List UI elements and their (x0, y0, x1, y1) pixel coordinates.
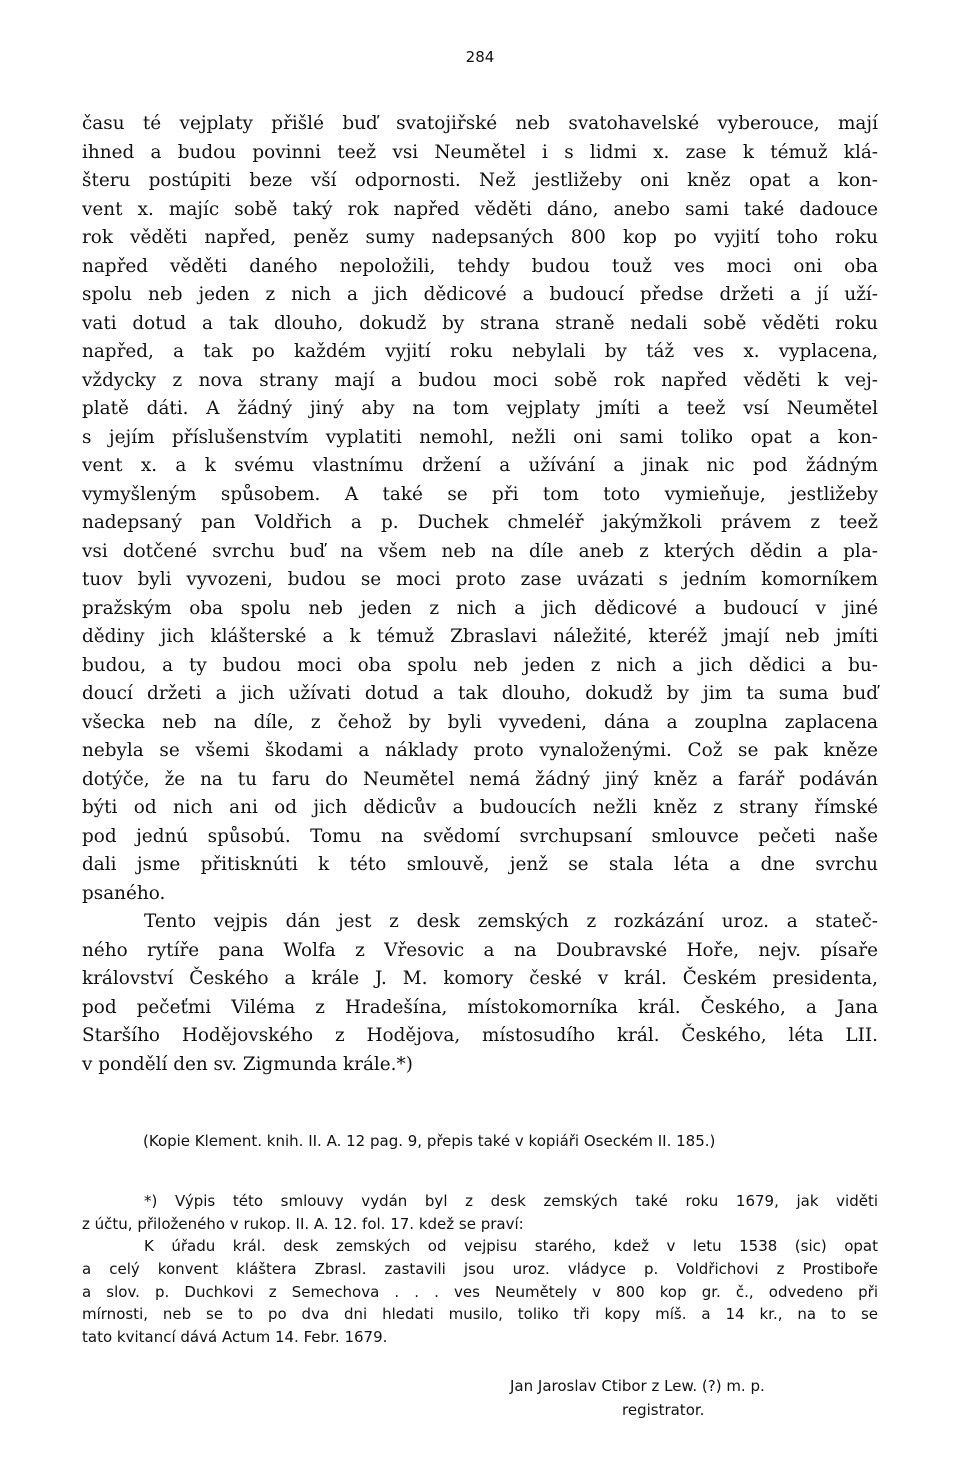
text-line: napřed věděti daného nepoložili, tehdy budou touž ves moci oni oba (82, 255, 878, 277)
text-line: vent x. a k svému vlastnímu držení a užívání a jinak nic pod žádným (82, 455, 878, 476)
signature-title: registrator. (622, 1401, 705, 1419)
footnote-line: z účtu, přiloženého v rukop. II. A. 12. fol. 17. kdež se praví: (82, 1214, 524, 1233)
page-number: 284 (465, 48, 495, 66)
text-line: nebyla se všemi škodami a náklady proto vynaloženými. Což se pak kněze (82, 740, 878, 761)
text-line: dědiny jich klášterské a k témuž Zbraslavi náležité, kteréž jmají neb jmíti (82, 626, 878, 647)
signature-name: Jan Jaroslav Ctibor z Lew. (?) m. p. (510, 1377, 765, 1395)
paragraph-start-line: Tento vejpis dán jest z desk zemských z rozkázání uroz. a stateč- (144, 911, 878, 932)
text-line: pražským oba spolu neb jeden z nich a jich dědicové a budoucí v jiné (82, 597, 878, 619)
text-line: spolu neb jeden z nich a jich dědicové a budoucí předse držeti a jí uží- (82, 284, 878, 305)
text-line: tuov byli vyvozeni, budou se moci proto zase uvázati s jedním komorníkem (82, 569, 878, 590)
text-line: psaného. (82, 882, 166, 904)
footnote-line: tato kvitancí dává Actum 14. Febr. 1679. (82, 1328, 388, 1347)
text-line: šteru postúpiti beze vší odpornosti. Než jestližeby oni kněz opat a kon- (82, 170, 878, 191)
text-line: dali jsme přitisknúti k této smlouvě, jenž se stala léta a dne svrchu (82, 854, 878, 875)
text-line: budou, a ty budou moci oba spolu neb jeden z nich a jich dědici a bu- (82, 654, 878, 676)
main-text (82, 110, 878, 1079)
footnote (82, 1190, 878, 1349)
text-line: Staršího Hodějovského z Hodějova, místosudího král. Českého, léta LII. (82, 1025, 878, 1046)
text-line: doucí držeti a jich užívati dotud a tak dlouho, dokudž by jim ta suma buď (82, 683, 878, 704)
source-note: (Kopie Klement. knih. II. A. 12 pag. 9, přepis také v kopiáři Oseckém II. 185.) (143, 1132, 716, 1150)
text-line: všecka neb na díle, z čehož by byli vyvedeni, dána a zouplna zaplacena (82, 711, 878, 733)
text-line: dotýče, že na tu faru do Neumětel nemá žádný jiný kněz a farář podáván (82, 768, 878, 790)
text-line: vždycky z nova strany mají a budou moci sobě rok napřed věděti k vej- (82, 369, 878, 391)
text-line: rok věděti napřed, peněz sumy nadepsaných 800 kop po vyjití toho roku (82, 227, 878, 248)
footnote-line: mírnosti, neb se to po dva dni hledati musilo, toliko tři kopy míš. a 14 kr., na to se (82, 1305, 878, 1324)
text-line: času té vejplaty přišlé buď svatojiřské neb svatohavelské vyberouce, mají (82, 113, 878, 134)
text-line: v pondělí den sv. Zigmunda krále.*) (82, 1053, 413, 1075)
text-line: vsi dotčené svrchu buď na všem neb na díle aneb z kterých dědin a pla- (82, 540, 878, 562)
footnote-line: K úřadu král. desk zemských od vejpisu starého, kdež v letu 1538 (sic) opat (144, 1237, 878, 1256)
text-line: vymyšleným spůsobem. A také se při tom toto vymieňuje, jestližeby (82, 483, 878, 505)
text-line: býti od nich ani od jich dědicův a budoucích nežli kněz z strany římské (82, 797, 878, 818)
footnote-line: a celý konvent kláštera Zbrasl. zastavili jsou uroz. vládyce p. Voldřichovi z Prostiboře (82, 1260, 878, 1279)
text-line: ného rytíře pana Wolfa z Vřesovic a na Doubravské Hoře, nejv. písaře (82, 939, 878, 961)
text-line: vati dotud a tak dlouho, dokudž by strana straně nedali sobě věděti roku (82, 312, 878, 334)
text-line: s jejím příslušenstvím vyplatiti nemohl, nežli oni sami toliko opat a kon- (82, 426, 878, 448)
signature-block (510, 1374, 870, 1422)
text-line: vent x. majíc sobě taký rok napřed věděti dáno, anebo sami také dadouce (82, 198, 878, 220)
text-line: království Českého a krále J. M. komory české v král. Českém presidenta, (82, 968, 878, 989)
text-line: napřed, a tak po každém vyjití roku nebylali by táž ves x. vyplacena, (82, 341, 878, 362)
text-line: ihned a budou povinni teež vsi Neumětel i s lidmi x. zase k témuž klá- (82, 141, 878, 163)
text-line: platě dáti. A žádný jiný aby na tom vejplaty jmíti a teež vsí Neumětel (82, 398, 878, 419)
text-line: pod pečeťmi Viléma z Hradešína, místokomorníka král. Českého, a Jana (82, 996, 878, 1018)
footnote-line: a slov. p. Duchkovi z Semechova . . . ves Neumětely v 800 kop gr. č., odvedeno při (82, 1282, 878, 1301)
footnote-line: *) Výpis této smlouvy vydán byl z desk zemských také roku 1679, jak viděti (144, 1192, 878, 1210)
text-line: nadepsaný pan Voldřich a p. Duchek chmeléř jakýmžkoli právem z teež (82, 512, 878, 533)
text-line: pod jednú spůsobú. Tomu na svědomí svrchupsaní smlouvce pečeti naše (82, 825, 878, 847)
